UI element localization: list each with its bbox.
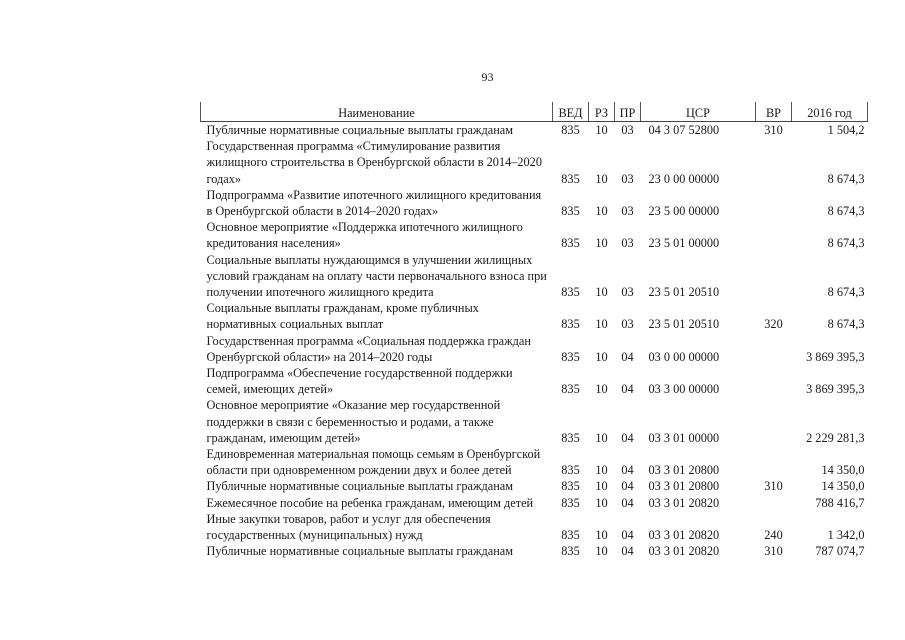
header-vr: ВР	[756, 102, 792, 122]
cell-csr: 23 0 00 00000	[648, 171, 720, 186]
cell-year: 3 869 395,3	[806, 382, 865, 397]
cell-rz: 10	[595, 285, 608, 300]
table-row	[201, 252, 868, 301]
table-row	[201, 478, 868, 494]
cell-csr: 03 3 01 20820	[648, 495, 720, 510]
cell-name: Социальные выплаты нуждающимся в улучшении жилищных условий гражданам на оплату части первоначального взноса при получении ипотечного жилищного кредита	[206, 252, 547, 300]
cell-csr: 03 3 01 20800	[648, 463, 720, 478]
cell-ved: 835	[561, 544, 580, 559]
cell-csr: 23 5 01 20510	[648, 285, 720, 300]
table-row	[201, 122, 868, 139]
table-row	[201, 446, 868, 478]
cell-vr	[756, 252, 792, 301]
cell-ved: 835	[561, 123, 580, 137]
cell-rz: 10	[595, 479, 608, 494]
header-rz: РЗ	[589, 102, 615, 122]
cell-csr: 03 0 00 00000	[648, 349, 720, 364]
cell-pr: 03	[621, 285, 634, 300]
cell-csr: 23 5 00 00000	[648, 204, 720, 219]
cell-vr	[756, 495, 792, 511]
cell-rz: 10	[595, 317, 608, 332]
table-row	[201, 187, 868, 219]
table-header	[201, 102, 868, 122]
cell-year: 14 350,0	[821, 463, 865, 478]
cell-rz: 10	[595, 349, 608, 364]
cell-ved: 835	[561, 285, 580, 300]
cell-year: 1 504,2	[827, 123, 865, 137]
cell-csr: 03 3 01 20820	[648, 528, 720, 543]
cell-pr: 03	[621, 317, 634, 332]
cell-vr	[756, 187, 792, 219]
cell-name: Ежемесячное пособие на ребенка гражданам, имеющим детей	[206, 495, 534, 510]
cell-vr	[756, 365, 792, 397]
cell-vr: 310	[764, 479, 783, 494]
cell-rz: 10	[595, 171, 608, 186]
header-name: Наименование	[201, 102, 553, 122]
cell-vr: 320	[764, 317, 783, 332]
header-year: 2016 год	[792, 102, 868, 122]
cell-pr: 04	[621, 528, 634, 543]
cell-year: 8 674,3	[827, 204, 865, 219]
cell-year: 8 674,3	[827, 285, 865, 300]
cell-year: 2 229 281,3	[806, 430, 865, 445]
table-row	[201, 333, 868, 365]
cell-pr: 04	[621, 382, 634, 397]
cell-name: Государственная программа «Стимулирование развития жилищного строительства в Оренбургской области в 2014–2020 годах»	[206, 139, 542, 186]
cell-name: Основное мероприятие «Поддержка ипотечного жилищного кредитования населения»	[206, 220, 523, 251]
cell-rz: 10	[595, 236, 608, 251]
cell-vr: 310	[764, 544, 783, 559]
cell-rz: 10	[595, 528, 608, 543]
cell-year: 787 074,7	[815, 544, 865, 559]
cell-vr	[756, 446, 792, 478]
page-number	[0, 70, 905, 85]
cell-ved: 835	[561, 171, 580, 186]
cell-ved: 835	[561, 317, 580, 332]
cell-year: 3 869 395,3	[806, 349, 865, 364]
cell-vr	[756, 138, 792, 187]
cell-ved: 835	[561, 349, 580, 364]
cell-ved: 835	[561, 430, 580, 445]
table-row	[201, 543, 868, 559]
cell-year: 788 416,7	[815, 495, 865, 510]
cell-name: Государственная программа «Социальная поддержка граждан Оренбургской области» на 2014–2020 годы	[206, 333, 531, 364]
cell-rz: 10	[595, 544, 608, 559]
header-csr: ЦСР	[641, 102, 756, 122]
cell-rz: 10	[595, 204, 608, 219]
cell-name: Публичные нормативные социальные выплаты гражданам	[206, 479, 514, 494]
cell-rz: 10	[595, 123, 608, 137]
table-row	[201, 397, 868, 446]
cell-name: Социальные выплаты гражданам, кроме публичных нормативных социальных выплат	[206, 301, 479, 332]
table-row	[201, 511, 868, 543]
cell-name: Основное мероприятие «Оказание мер государственной поддержки в связи с беременностью и родами, а также гражданам, имеющим детей»	[206, 398, 501, 445]
cell-pr: 03	[621, 171, 634, 186]
cell-csr: 03 3 01 20800	[648, 479, 720, 494]
cell-ved: 835	[561, 495, 580, 510]
cell-year: 8 674,3	[827, 171, 865, 186]
cell-csr: 04 3 07 52800	[648, 123, 720, 137]
cell-csr: 03 3 01 00000	[648, 430, 720, 445]
table-row	[201, 365, 868, 397]
cell-pr: 04	[621, 349, 634, 364]
cell-ved: 835	[561, 382, 580, 397]
header-row	[201, 102, 868, 122]
cell-ved: 835	[561, 479, 580, 494]
cell-year: 1 342,0	[827, 528, 865, 543]
budget-table	[200, 102, 868, 559]
cell-name: Публичные нормативные социальные выплаты гражданам	[206, 544, 514, 559]
cell-csr: 03 3 00 00000	[648, 382, 720, 397]
cell-csr: 03 3 01 20820	[648, 544, 720, 559]
cell-pr: 03	[621, 236, 634, 251]
cell-ved: 835	[561, 528, 580, 543]
cell-name: Единовременная материальная помощь семьям в Оренбургской области при одновременном рождении двух и более детей	[206, 447, 541, 478]
table-body	[201, 122, 868, 560]
cell-vr	[756, 397, 792, 446]
cell-rz: 10	[595, 382, 608, 397]
table-row	[201, 495, 868, 511]
cell-ved: 835	[561, 204, 580, 219]
header-ved: ВЕД	[553, 102, 589, 122]
cell-ved: 835	[561, 236, 580, 251]
cell-vr: 310	[764, 123, 783, 137]
header-pr: ПР	[615, 102, 641, 122]
cell-ved: 835	[561, 463, 580, 478]
table-row	[201, 138, 868, 187]
cell-csr: 23 5 01 20510	[648, 317, 720, 332]
cell-pr: 04	[621, 463, 634, 478]
table-row	[201, 300, 868, 332]
cell-year: 14 350,0	[821, 479, 865, 494]
cell-vr: 240	[764, 528, 783, 543]
cell-pr: 04	[621, 479, 634, 494]
cell-name: Публичные нормативные социальные выплаты гражданам	[206, 123, 514, 137]
cell-name: Иные закупки товаров, работ и услуг для обеспечения государственных (муниципальных) нужд	[206, 511, 491, 543]
cell-rz: 10	[595, 463, 608, 478]
cell-year: 8 674,3	[827, 317, 865, 332]
cell-rz: 10	[595, 430, 608, 445]
cell-pr: 03	[621, 123, 634, 137]
page-number-text: 93	[481, 70, 494, 84]
table-row	[201, 219, 868, 251]
cell-pr: 04	[621, 430, 634, 445]
cell-csr: 23 5 01 00000	[648, 236, 720, 251]
cell-year: 8 674,3	[827, 236, 865, 251]
cell-vr	[756, 333, 792, 365]
cell-name: Подпрограмма «Обеспечение государственной поддержки семей, имеющих детей»	[206, 366, 513, 397]
cell-rz: 10	[595, 495, 608, 510]
cell-pr: 04	[621, 495, 634, 510]
cell-name: Подпрограмма «Развитие ипотечного жилищного кредитования в Оренбургской области в 2014–2020 годах»	[206, 187, 542, 219]
cell-vr	[756, 219, 792, 251]
cell-pr: 04	[621, 544, 634, 559]
cell-pr: 03	[621, 204, 634, 219]
